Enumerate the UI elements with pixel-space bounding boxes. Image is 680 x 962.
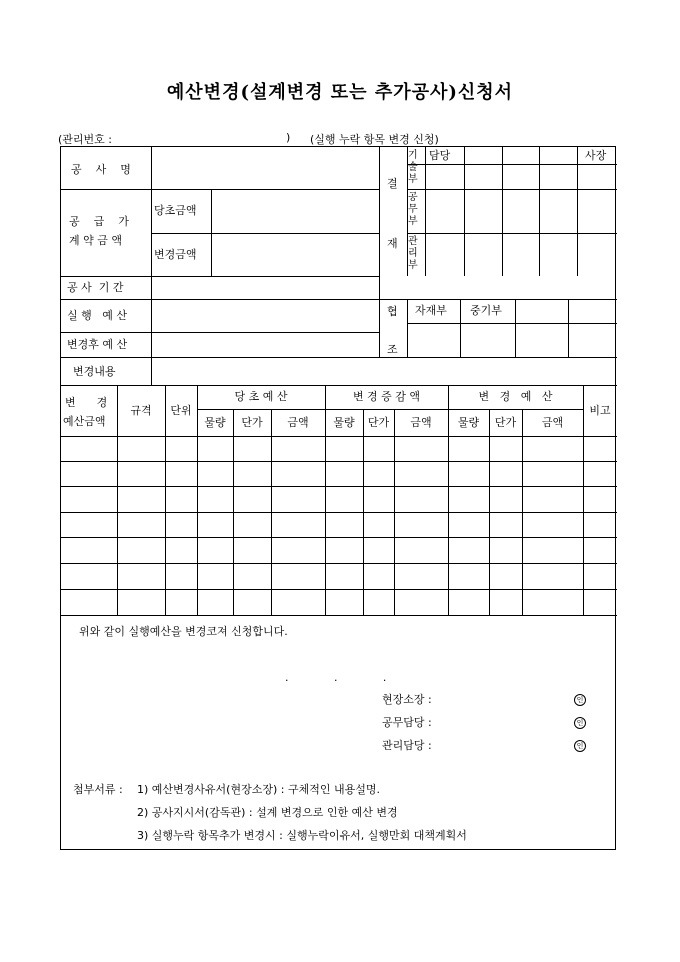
supply-price-label-line1: 공 급 가 — [69, 215, 129, 228]
execution-budget-label: 실 행 예 산 — [67, 309, 127, 322]
col-delta-qty: 물량 — [333, 416, 355, 429]
cooperation-label-2: 조 — [387, 343, 398, 356]
attachment-item-3: 3) 실행누락 항목추가 변경시 : 실행누락이유서, 실행만회 대책계획서 — [137, 829, 467, 842]
signer-works-officer: 공무담당 : — [382, 716, 432, 729]
col-change-budget-line2: 예산금액 — [63, 415, 106, 428]
col-original-price: 단가 — [241, 416, 263, 429]
signer-admin-officer: 관리담당 : — [382, 739, 432, 752]
application-form — [60, 146, 616, 850]
col-spec: 규격 — [130, 404, 152, 417]
attachment-item-2: 2) 공사지시서(감독관) : 설계 변경으로 인한 예산 변경 — [137, 806, 398, 819]
changed-budget-label: 변경후 예 산 — [67, 338, 128, 351]
col-changed-price: 단가 — [494, 416, 517, 429]
seal-mark-1: 인 — [574, 694, 586, 706]
col-remark: 비고 — [589, 404, 611, 417]
group-change-delta: 변 경 증 감 액 — [352, 390, 421, 403]
approval-label-1: 결 — [387, 177, 398, 190]
coop-dept-materials: 자재부 — [415, 304, 447, 317]
col-unit: 단위 — [170, 404, 192, 417]
management-note: (실행 누락 항목 변경 신청) — [310, 133, 439, 146]
group-changed-budget: 변 경 예 산 — [478, 390, 553, 403]
project-name-label: 공 사 명 — [71, 163, 131, 176]
request-statement: 위와 같이 실행예산을 변경코져 신청합니다. — [79, 625, 288, 638]
col-original-qty: 물량 — [204, 416, 226, 429]
signer-site-manager: 현장소장 : — [382, 693, 432, 706]
changed-amount-label: 변경금액 — [154, 248, 197, 261]
cooperation-label-1: 협 — [387, 305, 398, 318]
attachments-label: 첨부서류 : — [73, 783, 123, 796]
president-label: 사장 — [585, 149, 607, 162]
col-change-budget-line1: 변 경 — [65, 396, 108, 409]
date-line: . . . — [285, 671, 387, 684]
coop-dept-equipment: 중기부 — [470, 304, 502, 317]
group-original-budget: 당 초 예 산 — [234, 390, 288, 403]
col-delta-price: 단가 — [367, 416, 390, 429]
col-original-amount: 금액 — [287, 416, 309, 429]
management-number-close: ) — [286, 131, 291, 144]
approval-label-2: 재 — [387, 237, 398, 250]
dept-tech-label: 기술부 — [408, 150, 418, 185]
form-title: 예산변경(설계변경 또는 추가공사)신청서 — [166, 82, 514, 103]
col-changed-amount: 금액 — [541, 416, 564, 429]
dept-works-label: 공무부 — [408, 192, 418, 227]
col-changed-qty: 물량 — [457, 416, 480, 429]
supply-price-label-line2: 계 약 금 액 — [69, 234, 122, 247]
change-content-label: 변경내용 — [73, 365, 116, 378]
col-delta-amount: 금액 — [410, 416, 432, 429]
dept-mgmt-label: 관리부 — [408, 236, 418, 271]
seal-mark-2: 인 — [574, 717, 586, 729]
original-amount-label: 당초금액 — [154, 204, 197, 217]
construction-period-label: 공 사 기 간 — [67, 281, 124, 294]
attachment-item-1: 1) 예산변경사유서(현장소장) : 구체적인 내용설명. — [137, 783, 380, 796]
seal-mark-3: 인 — [574, 740, 586, 752]
management-number-label: (관리번호 : — [58, 133, 112, 146]
officer-label: 담당 — [429, 149, 451, 162]
